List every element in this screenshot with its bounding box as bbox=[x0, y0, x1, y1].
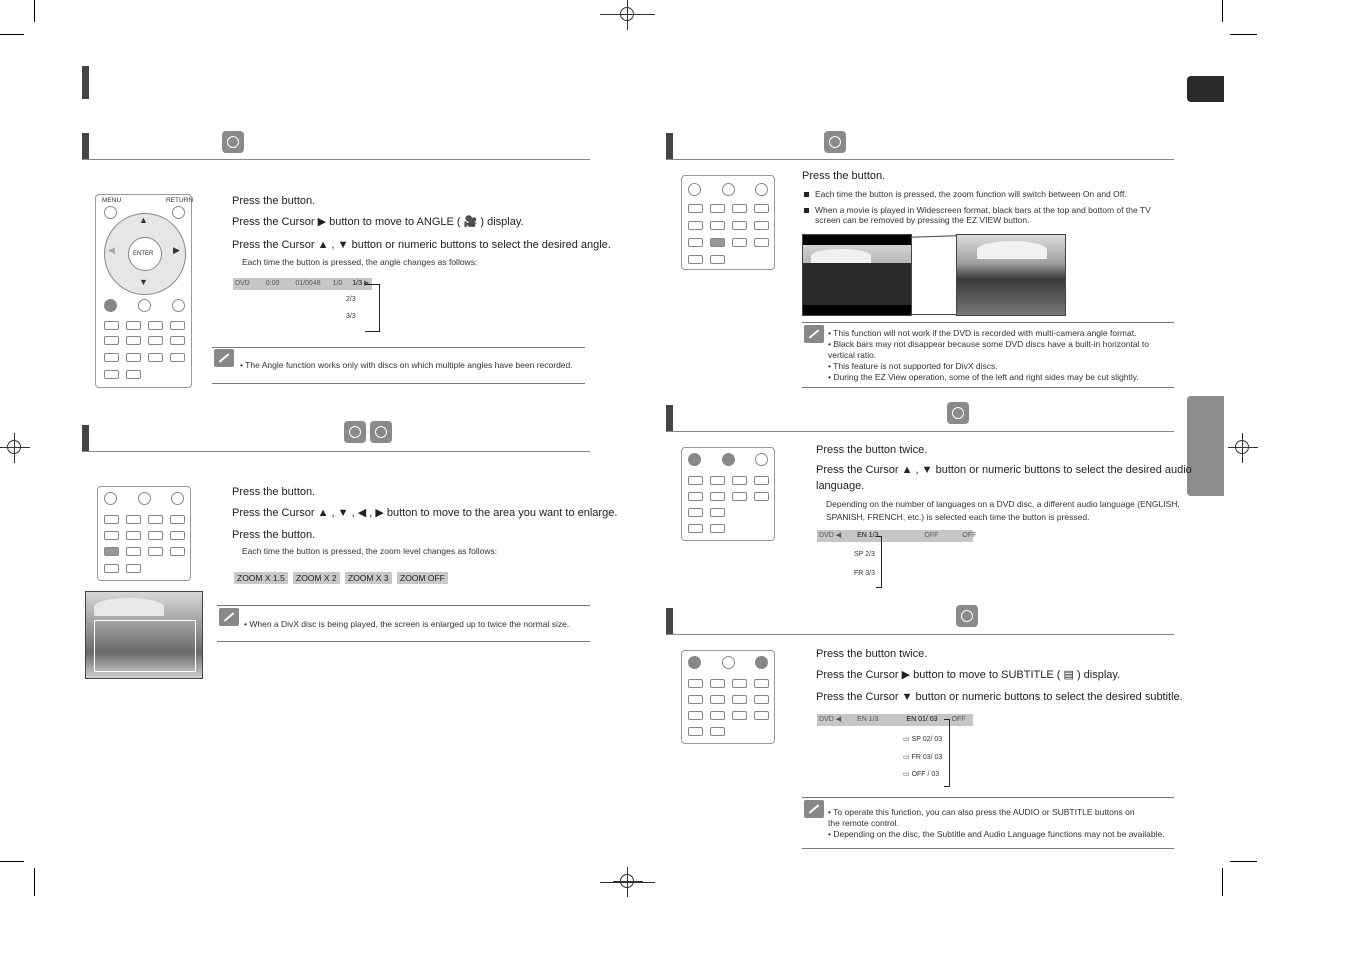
remote-angle bbox=[95, 194, 192, 388]
audio-step-1: Press the button twice. bbox=[816, 444, 928, 456]
audio-button[interactable] bbox=[722, 453, 735, 466]
remote-button[interactable] bbox=[688, 476, 703, 485]
sleep-button[interactable] bbox=[688, 255, 703, 264]
remote-button[interactable] bbox=[170, 321, 185, 330]
subtitle-button[interactable] bbox=[171, 492, 184, 505]
zoom-button[interactable] bbox=[104, 547, 119, 556]
subtitle-step-3: Press the Cursor ▼ button or numeric buttons to select the desired subtitle. bbox=[816, 691, 1183, 703]
crop-mark bbox=[0, 34, 24, 35]
note-pencil-icon bbox=[219, 608, 239, 626]
crop-mark bbox=[0, 861, 24, 862]
up-arrow-icon: ▲ bbox=[139, 215, 148, 225]
zoom-level: ZOOM X 1.5 bbox=[234, 572, 288, 584]
ezview-note: • During the EZ View operation, some of the left and right sides may be cut slightly. bbox=[828, 372, 1139, 382]
crop-mark bbox=[34, 868, 35, 896]
remote-button[interactable] bbox=[754, 711, 769, 720]
subtitle-seq-item: ▭ FR 03/ 03 bbox=[903, 754, 943, 761]
menu-label: MENU bbox=[102, 197, 122, 204]
remote-button[interactable] bbox=[754, 695, 769, 704]
subtitle-step-2: Press the Cursor ▶ button to move to SUBTITLE ( ▤ ) display. bbox=[816, 669, 1121, 681]
registration-mark bbox=[613, 0, 643, 30]
zoom-area-box bbox=[94, 620, 196, 672]
umbrella-shape bbox=[811, 249, 871, 263]
subtitle-section-header bbox=[666, 608, 1174, 635]
zoom-step-1: Press the button. bbox=[232, 486, 316, 498]
remote-button[interactable] bbox=[710, 508, 725, 517]
angle-note: • The Angle function works only with discs on which multiple angles have been recorded. bbox=[240, 360, 573, 370]
slide-mode-button[interactable] bbox=[732, 238, 747, 247]
remote-button[interactable] bbox=[732, 492, 747, 501]
remote-button[interactable] bbox=[170, 353, 185, 362]
audio-step-2: Press the Cursor ▲ , ▼ button or numeric buttons to select the desired audio bbox=[816, 464, 1192, 476]
osd-repeat: OFF bbox=[951, 716, 966, 723]
note-divider bbox=[217, 641, 590, 642]
zoom-example-photo bbox=[85, 591, 203, 679]
remote-button[interactable] bbox=[732, 711, 747, 720]
subtitle-note: • To operate this function, you can also press the AUDIO or SUBTITLE buttons on bbox=[828, 807, 1135, 817]
dvd-disc-icon bbox=[947, 402, 969, 424]
remote-button[interactable] bbox=[754, 204, 769, 213]
subtitle-seq-item: ▭ OFF / 03 bbox=[903, 771, 940, 778]
remote-button[interactable] bbox=[710, 476, 725, 485]
registration-line bbox=[600, 882, 655, 883]
note-pencil-icon bbox=[214, 349, 234, 367]
note-divider bbox=[217, 605, 590, 606]
info-button[interactable] bbox=[104, 299, 117, 312]
audio-step-2-cont: language. bbox=[816, 480, 865, 492]
remote-button[interactable] bbox=[710, 204, 725, 213]
remote-button[interactable] bbox=[710, 711, 725, 720]
osd-time: 0:00 bbox=[265, 280, 280, 287]
remote-button[interactable] bbox=[104, 370, 119, 379]
audio-subtext-cont: SPANISH, FRENCH, etc.) is selected each time the button is pressed. bbox=[826, 512, 1090, 522]
remote-button[interactable] bbox=[148, 515, 163, 524]
remote-zoom bbox=[97, 486, 191, 581]
ezview-bullet-1: Each time the button is pressed, the zoom function will switch between On and Off. bbox=[815, 189, 1127, 199]
connector-line bbox=[910, 235, 956, 238]
crop-mark bbox=[1230, 34, 1257, 35]
zoom-section-header bbox=[82, 425, 590, 452]
slide-mode-button[interactable] bbox=[148, 547, 163, 556]
ezview-note: • This function will not work if the DVD is recorded with multi-camera angle format. bbox=[828, 328, 1137, 338]
remote-button[interactable] bbox=[148, 336, 163, 345]
remote-button[interactable] bbox=[754, 476, 769, 485]
remote-button[interactable] bbox=[126, 370, 141, 379]
zoom-button[interactable] bbox=[688, 238, 703, 247]
remote-button[interactable] bbox=[170, 336, 185, 345]
osd-audio-value: EN 1/3 bbox=[857, 532, 879, 539]
remote-button[interactable] bbox=[754, 492, 769, 501]
remote-button[interactable] bbox=[710, 492, 725, 501]
remote-button[interactable] bbox=[710, 679, 725, 688]
ezview-note: • Black bars may not disappear because some DVD discs have a built-in horizontal to bbox=[828, 339, 1149, 349]
cycle-arrow bbox=[944, 719, 950, 787]
ezview-bullet-2-cont: screen can be removed by pressing the EZ VIEW button. bbox=[815, 215, 1030, 225]
remote-button[interactable] bbox=[688, 508, 703, 517]
remote-button[interactable] bbox=[688, 711, 703, 720]
dimmer-button[interactable] bbox=[710, 524, 725, 533]
subtitle-note: the remote control. bbox=[828, 818, 899, 828]
osd-repeat: OFF bbox=[962, 532, 977, 539]
cycle-arrow bbox=[365, 284, 380, 332]
ezview-step-1: Press the button. bbox=[802, 170, 886, 182]
zoom-subtext: Each time the button is pressed, the zoom level changes as follows: bbox=[242, 546, 498, 556]
connector-line bbox=[910, 314, 956, 315]
remote-button[interactable] bbox=[104, 353, 119, 362]
remote-button[interactable] bbox=[126, 531, 141, 540]
subtitle-button[interactable] bbox=[755, 656, 768, 669]
subtitle-button[interactable] bbox=[172, 299, 185, 312]
remote-audio bbox=[681, 447, 775, 541]
umbrella-shape bbox=[977, 241, 1047, 259]
zoom-level: ZOOM X 3 bbox=[345, 572, 392, 584]
remote-button[interactable] bbox=[710, 695, 725, 704]
remote-ezview bbox=[681, 175, 775, 270]
sleep-button[interactable] bbox=[688, 524, 703, 533]
angle-osd-bar: DVD 0:00 01/0048 1/0 1/3 ▶ bbox=[233, 278, 372, 290]
audio-subtext: Depending on the number of languages on a DVD disc, a different audio language (ENGLISH, bbox=[826, 499, 1180, 509]
dimmer-button[interactable] bbox=[710, 727, 725, 736]
ezview-note: vertical ratio. bbox=[828, 350, 877, 360]
info-button[interactable] bbox=[688, 453, 701, 466]
audio-button[interactable] bbox=[138, 299, 151, 312]
note-divider bbox=[212, 383, 585, 384]
remote-button[interactable] bbox=[732, 221, 747, 230]
subtitle-note: • Depending on the disc, the Subtitle and Audio Language functions may not be available. bbox=[828, 829, 1165, 839]
page-tab bbox=[1187, 76, 1224, 102]
zoom-level: ZOOM OFF bbox=[397, 572, 448, 584]
remote-button[interactable] bbox=[126, 515, 141, 524]
sleep-button[interactable] bbox=[104, 564, 119, 573]
osd-subtitle: OFF bbox=[924, 532, 939, 539]
menu-button[interactable] bbox=[104, 206, 117, 219]
remote-button[interactable] bbox=[148, 531, 163, 540]
right-arrow-icon: ▶ bbox=[173, 245, 180, 255]
letterbox-bar bbox=[803, 305, 911, 315]
osd-audio: EN 1/3 bbox=[857, 716, 879, 723]
dvd-disc-icon bbox=[222, 131, 244, 153]
remote-button[interactable] bbox=[688, 679, 703, 688]
remote-button[interactable] bbox=[732, 204, 747, 213]
angle-step-1: Press the button. bbox=[232, 195, 316, 207]
audio-button[interactable] bbox=[722, 183, 735, 196]
note-divider bbox=[802, 797, 1174, 798]
cycle-arrow bbox=[876, 536, 882, 588]
subtitle-seq-item: ▭ SP 02/ 03 bbox=[903, 736, 943, 743]
angle-seq-item: 3/3 bbox=[346, 313, 356, 320]
remote-button[interactable] bbox=[104, 336, 119, 345]
remote-button[interactable] bbox=[170, 515, 185, 524]
info-button[interactable] bbox=[104, 492, 117, 505]
remote-button[interactable] bbox=[104, 515, 119, 524]
remote-button[interactable] bbox=[104, 531, 119, 540]
osd-dvd: DVD ◀ bbox=[819, 716, 842, 723]
remote-button[interactable] bbox=[732, 476, 747, 485]
enter-label: ENTER bbox=[133, 251, 154, 257]
remote-button[interactable] bbox=[148, 321, 163, 330]
remote-button[interactable] bbox=[148, 353, 163, 362]
osd-chapter: 01/0048 bbox=[295, 280, 321, 287]
remote-button[interactable] bbox=[688, 204, 703, 213]
osd-dvd: DVD ◀ bbox=[819, 532, 842, 539]
ez-view-button[interactable] bbox=[710, 238, 725, 247]
ezview-bullet-2: When a movie is played in Widescreen format, black bars at the top and bottom of the TV bbox=[815, 205, 1151, 215]
return-label: RETURN bbox=[166, 197, 194, 204]
audio-button[interactable] bbox=[722, 656, 735, 669]
ezview-section-header bbox=[666, 133, 1174, 160]
dimmer-button[interactable] bbox=[710, 255, 725, 264]
crop-mark bbox=[1222, 868, 1223, 896]
registration-line bbox=[600, 14, 655, 15]
crop-mark bbox=[34, 0, 35, 22]
zoom-note: • When a DivX disc is being played, the screen is enlarged up to twice the normal size. bbox=[244, 619, 570, 629]
info-button[interactable] bbox=[688, 183, 701, 196]
note-divider bbox=[212, 347, 585, 348]
ezview-before-photo bbox=[802, 234, 912, 316]
dvd-disc-icon bbox=[344, 421, 366, 443]
remote-button[interactable] bbox=[104, 321, 119, 330]
dvd-disc-icon bbox=[956, 605, 978, 627]
subtitle-button[interactable] bbox=[755, 183, 768, 196]
subtitle-button[interactable] bbox=[755, 453, 768, 466]
audio-section-header bbox=[666, 405, 1174, 432]
zoom-level: ZOOM X 2 bbox=[293, 572, 340, 584]
dvd-disc-icon bbox=[824, 131, 846, 153]
audio-button[interactable] bbox=[138, 492, 151, 505]
page-title-bar bbox=[82, 66, 89, 99]
note-divider bbox=[802, 322, 1174, 323]
osd-title: 1/0 bbox=[332, 280, 343, 287]
info-button[interactable] bbox=[688, 656, 701, 669]
angle-seq-item: 2/3 bbox=[346, 296, 356, 303]
registration-mark bbox=[0, 433, 30, 463]
note-divider bbox=[802, 848, 1174, 849]
remote-button[interactable] bbox=[170, 531, 185, 540]
return-button[interactable] bbox=[172, 206, 185, 219]
down-arrow-icon: ▼ bbox=[139, 277, 148, 287]
sleep-button[interactable] bbox=[688, 727, 703, 736]
note-pencil-icon bbox=[804, 800, 824, 818]
chapter-tab bbox=[1187, 396, 1224, 496]
registration-mark bbox=[1228, 433, 1258, 463]
osd-dvd: DVD bbox=[235, 280, 250, 287]
subtitle-step-1: Press the button twice. bbox=[816, 648, 928, 660]
remote-button[interactable] bbox=[688, 492, 703, 501]
angle-step-2: Press the Cursor ▶ button to move to ANGLE ( 🎥 ) display. bbox=[232, 216, 524, 228]
digest-button[interactable] bbox=[170, 547, 185, 556]
note-divider bbox=[802, 387, 1174, 388]
left-arrow-icon: ◀ bbox=[108, 245, 115, 255]
angle-section-header bbox=[82, 133, 590, 160]
digest-button[interactable] bbox=[754, 238, 769, 247]
audio-seq-item: SP 2/3 bbox=[854, 551, 875, 558]
umbrella-shape bbox=[94, 598, 164, 616]
remote-button[interactable] bbox=[732, 679, 747, 688]
dimmer-button[interactable] bbox=[126, 564, 141, 573]
remote-button[interactable] bbox=[754, 221, 769, 230]
osd-angle-value: 1/3 bbox=[352, 280, 362, 287]
remote-button[interactable] bbox=[710, 221, 725, 230]
zoom-step-2: Press the Cursor ▲ , ▼ , ◀ , ▶ button to move to the area you want to enlarge. bbox=[232, 507, 618, 519]
remote-button[interactable] bbox=[732, 695, 747, 704]
remote-button[interactable] bbox=[688, 221, 703, 230]
letterbox-bar bbox=[803, 235, 911, 245]
ezview-note: • This feature is not supported for DivX discs. bbox=[828, 361, 998, 371]
ez-view-button[interactable] bbox=[126, 547, 141, 556]
angle-step-3: Press the Cursor ▲ , ▼ button or numeric buttons to select the desired angle. bbox=[232, 239, 611, 251]
remote-button[interactable] bbox=[126, 353, 141, 362]
remote-button[interactable] bbox=[688, 695, 703, 704]
remote-button[interactable] bbox=[754, 679, 769, 688]
zoom-step-3: Press the button. bbox=[232, 529, 316, 541]
crop-mark bbox=[1230, 861, 1257, 862]
audio-seq-item: FR 3/3 bbox=[854, 570, 876, 577]
remote-subtitle bbox=[681, 650, 775, 744]
angle-subtext: Each time the button is pressed, the angle changes as follows: bbox=[242, 257, 478, 267]
osd-subtitle-value: EN 01/ 03 bbox=[906, 716, 938, 723]
note-pencil-icon bbox=[804, 325, 824, 343]
divx-disc-icon bbox=[370, 421, 392, 443]
remote-button[interactable] bbox=[126, 321, 141, 330]
remote-button[interactable] bbox=[126, 336, 141, 345]
crop-mark bbox=[1222, 0, 1223, 22]
audio-osd-bar bbox=[817, 530, 977, 542]
ezview-after-photo bbox=[956, 234, 1066, 316]
